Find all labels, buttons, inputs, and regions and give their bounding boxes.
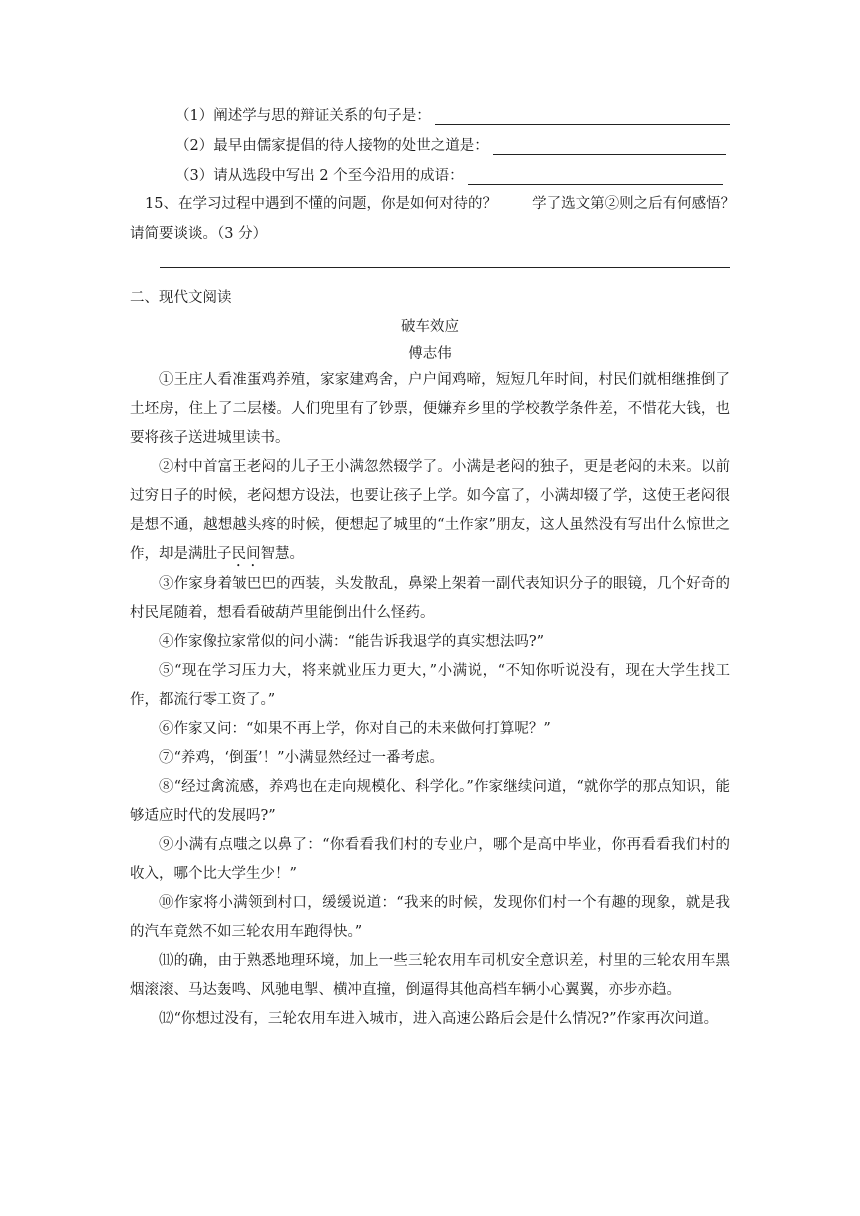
article-title: 破车效应 (401, 319, 459, 335)
question-14-3-text: （3）请从选段中写出 2 个至今沿用的成语： (175, 168, 464, 184)
paragraph-3: ③作家身着皱巴巴的西装，头发散乱，鼻梁上架着一副代表知识分子的眼镜，几个好奇的村民尾随着，想看看破葫芦里能倒出什么怪药。 (130, 576, 730, 621)
question-14-2 (175, 134, 726, 155)
paragraph-6: ⑥作家又问：“如果不再上学，你对自己的未来做何打算呢？” (159, 721, 551, 737)
paragraph-10: ⑩作家将小满领到村口，缓缓说道：“我来的时候，发现你们村一个有趣的现象，就是我的汽车竟然不如三轮农用车跑得快。” (130, 895, 730, 940)
question-14-1-text: （1）阐述学与思的辩证关系的句子是： (175, 108, 431, 124)
paragraph-9: ⑨小满有点嗤之以鼻了：“你看看我们村的专业户，哪个是高中毕业，你再看看我们村的收入，哪个比大学生少！” (130, 837, 730, 882)
answer-blank-15[interactable] (160, 267, 730, 268)
section-heading: 二、现代文阅读 (130, 290, 232, 306)
paragraph-7: ⑦“养鸡，‘倒蛋’！”小满显然经过一番考虑。 (159, 750, 445, 766)
paragraph-2-end: 智慧。 (260, 546, 304, 562)
paragraph-4: ④作家像拉家常似的问小满：“能告诉我退学的真实想法吗?” (159, 634, 545, 650)
paragraph-2-emphasis: 民间 (231, 546, 261, 562)
answer-blank-14-2[interactable] (493, 136, 726, 155)
paragraph-2 (130, 453, 730, 570)
answer-blank-14-3[interactable] (468, 166, 723, 185)
paragraph-5: ⑤“现在学习压力大，将来就业压力更大，”小满说，“不知你听说没有，现在大学生找工作，都流行零工资了。” (130, 663, 730, 708)
question-14-3 (175, 164, 723, 185)
question-15-part-a: 15、在学习过程中遇到不懂的问题，你是如何对待的？ (145, 196, 497, 212)
paragraph-12: ⑿“你想过没有，三轮农用车进入城市，进入高速公路后会是什么情况?”作家再次问道。 (159, 1011, 719, 1027)
question-15-part-b: 学了选文第②则之后有何感悟？ (532, 196, 736, 212)
question-15-line-1 (145, 192, 735, 213)
paragraph-2-text: ②村中首富王老闷的儿子王小满忽然辍学了。小满是老闷的独子，更是老闷的未来。以前过穷日子的时候，老闷想方设法，也要让孩子上学。如今富了，小满却辍了学，这使王老闷很是想不通，越想越头疼的时候，便想起了城里的“土作家”朋友，这人虽然没有写出什么惊世之作，却是满肚子 (130, 459, 730, 562)
paragraph-11: ⑾的确，由于熟悉地理环境，加上一些三轮农用车司机安全意识差，村里的三轮农用车黑烟滚滚、马达轰鸣、风驰电掣、横冲直撞，倒逼得其他高档车辆小心翼翼，亦步亦趋。 (130, 953, 730, 998)
question-14-1 (175, 104, 730, 125)
article-author: 傅志伟 (408, 346, 452, 362)
answer-blank-14-1[interactable] (435, 106, 730, 125)
question-15-line-2: 请简要谈谈。（3 分） (130, 226, 268, 242)
paragraph-1: ①王庄人看准蛋鸡养殖，家家建鸡舍，户户闻鸡啼，短短几年时间，村民们就相继推倒了土坯房，住上了二层楼。人们兜里有了钞票，便嫌弃乡里的学校教学条件差，不惜花大钱，也要将孩子送进城里读书。 (130, 372, 730, 446)
article-body (130, 366, 730, 1034)
paragraph-8: ⑧“经过禽流感，养鸡也在走向规模化、科学化。”作家继续问道，“就你学的那点知识，能够适应时代的发展吗?” (130, 779, 730, 824)
question-14-2-text: （2）最早由儒家提倡的待人接物的处世之道是： (175, 138, 489, 154)
